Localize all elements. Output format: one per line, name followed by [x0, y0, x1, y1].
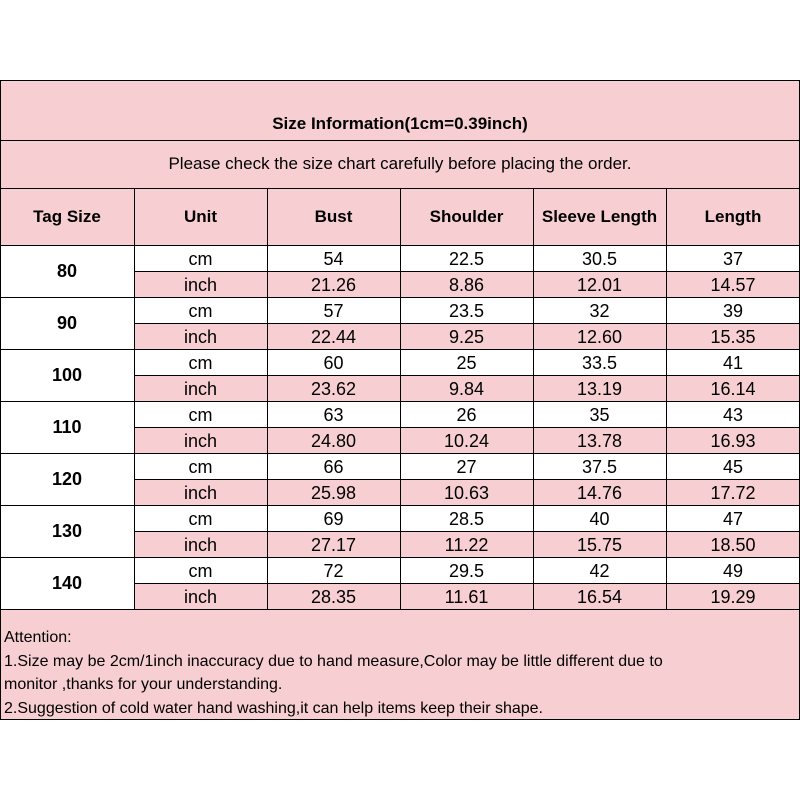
- value-cell: 26: [456, 404, 477, 425]
- value-cell: 29.5: [448, 560, 485, 581]
- chart-title: Size Information(1cm=0.39inch): [272, 114, 528, 133]
- value-cell: 49: [722, 560, 744, 581]
- inch-row: [134, 531, 800, 557]
- unit-cell: inch: [183, 378, 218, 399]
- attention-line-1b: monitor ,thanks for your understanding.: [4, 676, 283, 693]
- header-unit: Unit: [183, 206, 218, 226]
- inch-row: [134, 479, 800, 505]
- value-cell: 9.25: [448, 326, 485, 347]
- value-cell: 16.93: [710, 430, 756, 451]
- value-cell: 27.17: [310, 534, 357, 555]
- size-chart: [0, 80, 800, 720]
- grid-vline: [267, 188, 268, 609]
- unit-cell: inch: [183, 534, 218, 555]
- value-cell: 28.5: [448, 508, 485, 529]
- grid-hline: [0, 80, 800, 81]
- unit-cell: inch: [183, 586, 218, 607]
- grid-vline: [400, 188, 401, 609]
- inch-row: [134, 375, 800, 401]
- header-length: Length: [704, 206, 762, 226]
- value-cell: 35: [589, 404, 610, 425]
- grid-hline: [134, 271, 800, 272]
- value-cell: 14.76: [576, 482, 623, 503]
- value-cell: 41: [722, 352, 744, 373]
- unit-cell: cm: [188, 560, 213, 581]
- value-cell: 13.78: [576, 430, 623, 451]
- header-shoulder: Shoulder: [429, 206, 504, 226]
- value-cell: 19.29: [710, 586, 756, 607]
- inch-row: [134, 323, 800, 349]
- grid-hline: [134, 427, 800, 428]
- value-cell: 23.62: [310, 378, 357, 399]
- header-tag-size: Tag Size: [33, 206, 101, 226]
- cm-row: [134, 401, 800, 427]
- value-cell: 17.72: [710, 482, 756, 503]
- value-cell: 22.44: [310, 326, 357, 347]
- value-cell: 37.5: [581, 456, 618, 477]
- value-cell: 10.63: [443, 482, 490, 503]
- inch-row: [134, 583, 800, 609]
- value-cell: 33.5: [581, 352, 618, 373]
- grid-vline: [0, 80, 1, 720]
- value-cell: 18.50: [710, 534, 756, 555]
- unit-cell: inch: [183, 482, 218, 503]
- unit-cell: inch: [183, 274, 218, 295]
- note-row: [0, 140, 800, 188]
- cm-row: [134, 297, 800, 323]
- value-cell: 11.22: [444, 534, 489, 555]
- value-cell: 8.86: [448, 274, 485, 295]
- value-cell: 25: [456, 352, 477, 373]
- header-sleeve-length: Sleeve Length: [541, 206, 658, 226]
- cm-row: [134, 557, 800, 583]
- value-cell: 54: [323, 248, 344, 269]
- value-cell: 28.35: [310, 586, 357, 607]
- value-cell: 15.35: [710, 326, 756, 347]
- value-cell: 11.61: [444, 586, 489, 607]
- value-cell: 10.24: [443, 430, 490, 451]
- inch-row: [134, 271, 800, 297]
- attention-heading: Attention:: [4, 629, 72, 646]
- inch-row: [134, 427, 800, 453]
- value-cell: 42: [589, 560, 610, 581]
- unit-cell: cm: [188, 508, 213, 529]
- tag-size-cell: 130: [0, 505, 134, 557]
- value-cell: 23.5: [448, 300, 485, 321]
- value-cell: 37: [722, 248, 744, 269]
- cm-row: [134, 245, 800, 271]
- cm-row: [134, 453, 800, 479]
- value-cell: 12.60: [576, 326, 623, 347]
- grid-hline: [0, 609, 800, 610]
- grid-vline: [666, 188, 667, 609]
- value-cell: 22.5: [448, 248, 485, 269]
- title-row: [0, 80, 800, 140]
- value-cell: 21.26: [310, 274, 357, 295]
- tag-size-cell: 120: [0, 453, 134, 505]
- value-cell: 16.14: [710, 378, 756, 399]
- order-note: Please check the size chart carefully before placing the order.: [168, 154, 632, 173]
- cm-row: [134, 349, 800, 375]
- grid-hline: [0, 140, 800, 141]
- value-cell: 14.57: [710, 274, 756, 295]
- value-cell: 47: [722, 508, 744, 529]
- attention-notes: [4, 626, 794, 720]
- value-cell: 72: [323, 560, 344, 581]
- unit-cell: cm: [188, 300, 213, 321]
- tag-size-cell: 100: [0, 349, 134, 401]
- grid-vline: [134, 188, 135, 609]
- unit-cell: inch: [183, 430, 218, 451]
- value-cell: 63: [323, 404, 344, 425]
- unit-cell: inch: [183, 326, 218, 347]
- value-cell: 27: [456, 456, 477, 477]
- header-bust: Bust: [314, 206, 353, 226]
- grid-hline: [0, 719, 800, 720]
- value-cell: 16.54: [576, 586, 623, 607]
- cm-row: [134, 505, 800, 531]
- value-cell: 13.19: [576, 378, 623, 399]
- tag-size-cell: 110: [0, 401, 134, 453]
- value-cell: 12.01: [576, 274, 623, 295]
- value-cell: 43: [722, 404, 744, 425]
- grid-hline: [134, 375, 800, 376]
- tag-size-cell: 90: [0, 297, 134, 349]
- unit-cell: cm: [188, 352, 213, 373]
- grid-vline: [533, 188, 534, 609]
- grid-hline: [134, 479, 800, 480]
- value-cell: 32: [589, 300, 610, 321]
- value-cell: 25.98: [310, 482, 357, 503]
- value-cell: 30.5: [581, 248, 618, 269]
- attention-line-1a: 1.Size may be 2cm/1inch inaccuracy due to hand measure,Color may be little different due to: [4, 652, 663, 670]
- value-cell: 69: [323, 508, 344, 529]
- value-cell: 45: [722, 456, 744, 477]
- value-cell: 24.80: [310, 430, 357, 451]
- tag-size-cell: 80: [0, 245, 134, 297]
- attention-line-2: 2.Suggestion of cold water hand washing,it can help items keep their shape.: [4, 699, 543, 717]
- value-cell: 9.84: [448, 378, 485, 399]
- value-cell: 40: [589, 508, 610, 529]
- tag-size-cell: 140: [0, 557, 134, 609]
- grid-hline: [134, 531, 800, 532]
- value-cell: 15.75: [576, 534, 623, 555]
- unit-cell: cm: [188, 248, 213, 269]
- grid-hline: [134, 323, 800, 324]
- value-cell: 57: [323, 300, 344, 321]
- value-cell: 66: [323, 456, 344, 477]
- value-cell: 60: [323, 352, 344, 373]
- grid-hline: [134, 583, 800, 584]
- unit-cell: cm: [188, 404, 213, 425]
- value-cell: 39: [722, 300, 744, 321]
- unit-cell: cm: [188, 456, 213, 477]
